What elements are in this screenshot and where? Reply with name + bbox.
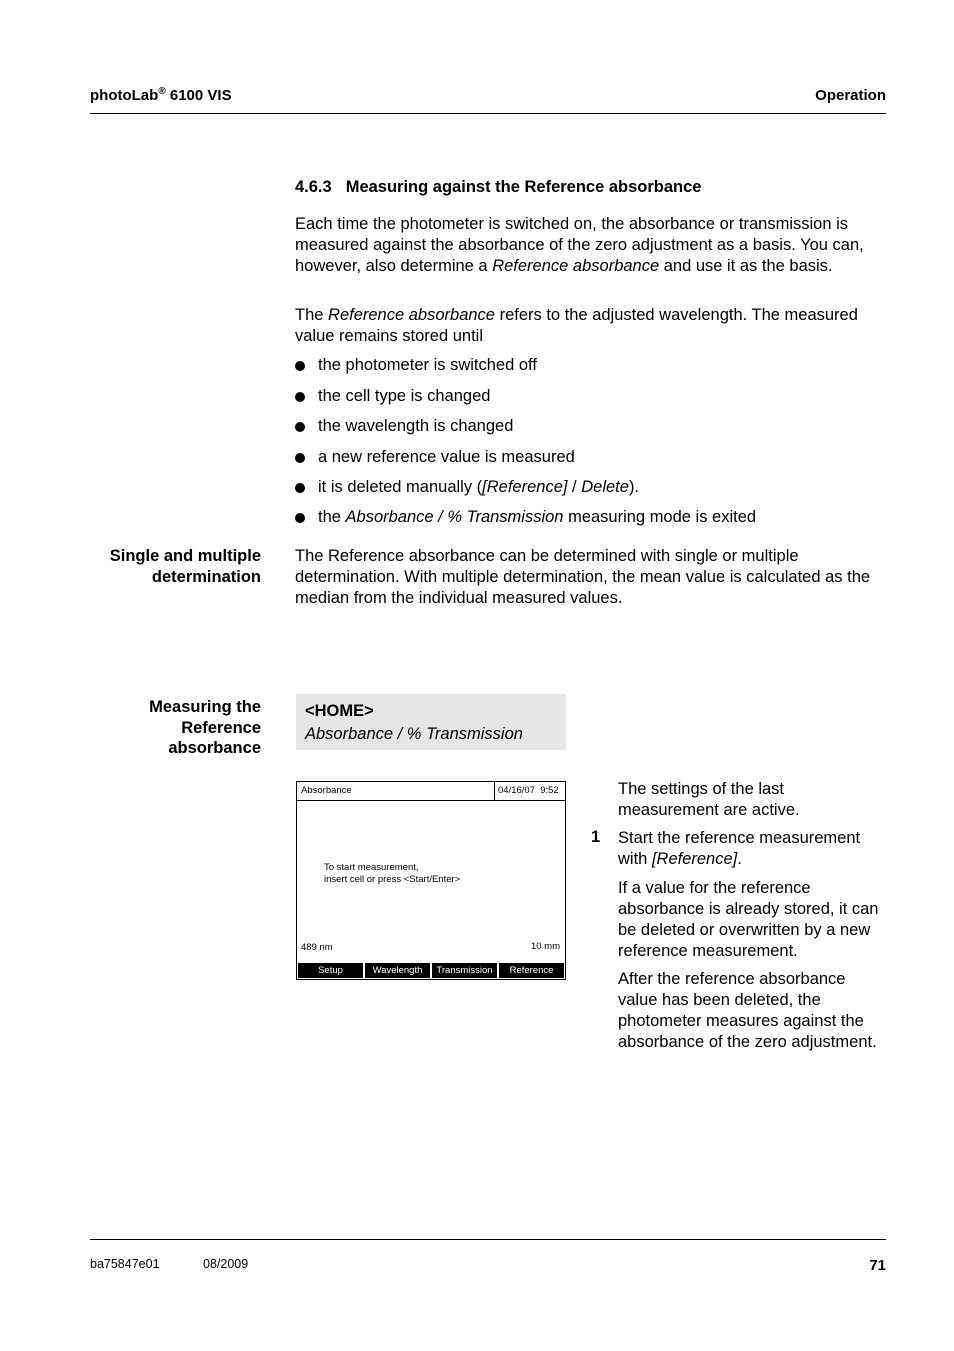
product-model: 6100 VIS	[165, 87, 232, 104]
footer-doc-id: ba75847e01	[90, 1257, 160, 1271]
menu-path-box	[296, 694, 566, 750]
softkey-reference[interactable]: Reference	[499, 963, 564, 978]
softkey-transmission[interactable]: Transmission	[432, 963, 497, 978]
intro-p1-text-b: and use it as the basis.	[659, 257, 833, 275]
display-message-line: To start measurement,	[324, 862, 419, 873]
intro-p2-emphasis: Reference absorbance	[328, 306, 495, 324]
footer-rule	[90, 1239, 886, 1240]
side-heading-single-multiple	[90, 546, 261, 587]
step-1-text-a: Start the reference measurement with	[618, 829, 861, 868]
bullet-text: the wavelength is changed	[318, 417, 514, 435]
display-wavelength: 489 nm	[301, 942, 333, 953]
section-number: 4.6.3	[295, 178, 332, 196]
step-1-text	[618, 828, 888, 870]
side-heading-line: absorbance	[168, 739, 261, 757]
step-note-2: After the reference absorbance value has been deleted, the photometer measures against the absorbance of the zero adjustment.	[618, 970, 877, 1051]
footer-date: 08/2009	[203, 1257, 249, 1271]
display-cell-size: 10 mm	[530, 941, 560, 952]
section-heading	[295, 178, 701, 197]
display-datetime-box	[494, 782, 566, 800]
intro-paragraph-2	[295, 305, 887, 347]
display-title-bar	[297, 782, 565, 801]
header-section: Operation	[815, 87, 886, 104]
registered-mark: ®	[158, 86, 166, 97]
bullet-separator: /	[567, 478, 582, 496]
home-label: <HOME>	[305, 702, 374, 720]
side-heading-line: Reference	[181, 718, 261, 737]
menu-path: Absorbance / % Transmission	[305, 725, 523, 743]
page-number: 71	[869, 1257, 886, 1274]
bullet-text-a: the	[318, 508, 346, 526]
section-title: Measuring against the Reference absorbance	[345, 178, 702, 196]
bullet-text: the photometer is switched off	[318, 356, 537, 374]
intro-p2-text-b: refers to the adjusted wavelength. The measured value remains stored until	[295, 306, 858, 345]
display-title: Absorbance	[301, 785, 352, 796]
bullet-dot-icon	[295, 392, 305, 402]
intro-p1-text-a: Each time the photometer is switched on, the absorbance or transmission is measured against the absorbance of the zero adjustment as a basis. You can, however, also determine a	[295, 215, 864, 275]
bullet-dot-icon	[295, 513, 305, 523]
intro-p2-text-a: The	[295, 306, 329, 324]
side-heading-line: Measuring the	[149, 698, 261, 716]
side-heading-line: determination	[151, 567, 261, 586]
bullet-text-a: it is deleted manually (	[318, 478, 483, 496]
display-message	[324, 862, 460, 885]
bullet-text	[318, 507, 756, 528]
delete-ref: Delete	[581, 478, 629, 496]
product-name: photoLab	[90, 87, 159, 104]
softkey-bar	[298, 963, 564, 978]
mode-name: Absorbance / % Transmission	[345, 508, 564, 526]
step-note-1: If a value for the reference absorbance is already stored, it can be deleted or overwritten by a new reference measurement.	[618, 879, 879, 960]
display-datetime: 04/16/07 9:52	[498, 785, 559, 796]
softkey-wavelength[interactable]: Wavelength	[365, 963, 430, 978]
side-heading-line: Single and multiple	[109, 547, 261, 565]
softkey-setup[interactable]: Setup	[298, 963, 363, 978]
intro-paragraph-1	[295, 214, 887, 277]
intro-p1-emphasis: Reference absorbance	[492, 257, 660, 275]
bullet-text-b: ).	[628, 478, 640, 496]
bullet-text: the cell type is changed	[318, 387, 491, 405]
step-1-text-b: .	[737, 850, 742, 868]
steps-intro: The settings of the last measurement are active.	[618, 780, 800, 819]
bullet-dot-icon	[295, 361, 305, 371]
softkey-reference-ref: [Reference]	[482, 478, 568, 496]
bullet-text	[318, 477, 639, 498]
header-rule	[90, 113, 886, 114]
bullet-text: a new reference value is measured	[318, 448, 575, 466]
step-number: 1	[591, 828, 601, 846]
bullet-dot-icon	[295, 483, 305, 493]
instrument-display	[296, 781, 566, 980]
bullet-dot-icon	[295, 453, 305, 463]
bullet-text-b: measuring mode is exited	[563, 508, 757, 526]
softkey-reference-ref: [Reference]	[651, 850, 738, 868]
bullet-dot-icon	[295, 422, 305, 432]
header-product	[90, 86, 232, 104]
display-message-line: insert cell or press <Start/Enter>	[324, 873, 461, 885]
single-multiple-paragraph: The Reference absorbance can be determined with single or multiple determination. With multiple determination, the mean value is calculated as the median from the individual measured values.	[295, 547, 871, 607]
side-heading-measuring	[90, 697, 261, 759]
